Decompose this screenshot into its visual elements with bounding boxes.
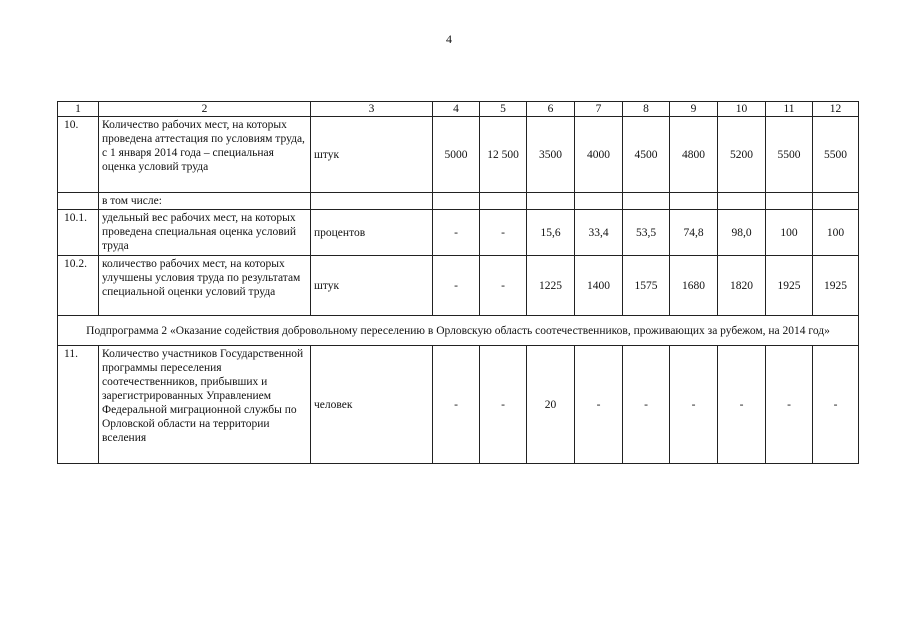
header-row <box>58 102 859 117</box>
value-cell: - <box>433 210 480 256</box>
header-cell: 9 <box>670 102 718 117</box>
value-cell: 53,5 <box>623 210 670 256</box>
header-cell: 3 <box>311 102 433 117</box>
header-cell: 11 <box>766 102 813 117</box>
value-cell: - <box>433 346 480 464</box>
value-cell <box>433 193 480 210</box>
indicator-name: в том числе: <box>99 193 311 210</box>
header-cell: 2 <box>99 102 311 117</box>
value-cell: 1400 <box>575 256 623 316</box>
row-number: 10.2. <box>58 256 99 316</box>
page-number: 4 <box>446 32 452 46</box>
unit-cell <box>311 193 433 210</box>
table-row <box>58 346 859 464</box>
value-cell: - <box>480 346 527 464</box>
indicators-table <box>57 101 859 464</box>
value-cell: 5200 <box>718 117 766 193</box>
value-cell: - <box>480 210 527 256</box>
value-cell: 33,4 <box>575 210 623 256</box>
value-cell: - <box>813 346 859 464</box>
indicator-name: количество рабочих мест, на которых улучшены условия труда по результатам специальной оценки условий труда <box>99 256 311 316</box>
value-cell: 100 <box>813 210 859 256</box>
value-cell <box>575 193 623 210</box>
value-cell <box>813 193 859 210</box>
subprogram-row <box>58 316 859 346</box>
value-cell: 5500 <box>813 117 859 193</box>
header-cell: 10 <box>718 102 766 117</box>
table-row <box>58 210 859 256</box>
indicator-name: Количество рабочих мест, на которых проведена аттестация по условиям труда, с 1 января 2014 года – специальная оценка условий труда <box>99 117 311 193</box>
unit-cell: человек <box>311 346 433 464</box>
unit-cell: процентов <box>311 210 433 256</box>
row-number: 11. <box>58 346 99 464</box>
value-cell <box>718 193 766 210</box>
value-cell <box>623 193 670 210</box>
value-cell: 5000 <box>433 117 480 193</box>
value-cell: 1925 <box>813 256 859 316</box>
header-cell: 8 <box>623 102 670 117</box>
value-cell: 100 <box>766 210 813 256</box>
row-number <box>58 193 99 210</box>
table-row <box>58 193 859 210</box>
value-cell: - <box>718 346 766 464</box>
header-cell: 12 <box>813 102 859 117</box>
table-row <box>58 256 859 316</box>
header-cell: 5 <box>480 102 527 117</box>
value-cell: - <box>623 346 670 464</box>
value-cell: 1575 <box>623 256 670 316</box>
value-cell: 1680 <box>670 256 718 316</box>
indicator-name: Количество участников Государственной программы переселения соотечественников, прибывших и зарегистрированных Управлением Федеральной миграционной службы по Орловской области на территории вселения <box>99 346 311 464</box>
value-cell <box>670 193 718 210</box>
value-cell: - <box>480 256 527 316</box>
value-cell: - <box>433 256 480 316</box>
value-cell: 1225 <box>527 256 575 316</box>
value-cell: - <box>670 346 718 464</box>
row-number: 10. <box>58 117 99 193</box>
value-cell: 4000 <box>575 117 623 193</box>
value-cell: 5500 <box>766 117 813 193</box>
value-cell: 1820 <box>718 256 766 316</box>
value-cell: 12 500 <box>480 117 527 193</box>
header-cell: 6 <box>527 102 575 117</box>
value-cell: 74,8 <box>670 210 718 256</box>
value-cell: 98,0 <box>718 210 766 256</box>
value-cell <box>480 193 527 210</box>
subprogram-title: Подпрограмма 2 «Оказание содействия добровольному переселению в Орловскую область соотечественников, проживающих за рубежом, на 2014 год» <box>58 316 859 346</box>
value-cell: 4800 <box>670 117 718 193</box>
indicator-name: удельный вес рабочих мест, на которых проведена специальная оценка условий труда <box>99 210 311 256</box>
unit-cell: штук <box>311 117 433 193</box>
unit-cell: штук <box>311 256 433 316</box>
value-cell: - <box>575 346 623 464</box>
value-cell: 1925 <box>766 256 813 316</box>
value-cell: 4500 <box>623 117 670 193</box>
table-row <box>58 117 859 193</box>
header-cell: 1 <box>58 102 99 117</box>
value-cell: 3500 <box>527 117 575 193</box>
value-cell <box>766 193 813 210</box>
value-cell: 20 <box>527 346 575 464</box>
value-cell <box>527 193 575 210</box>
value-cell: 15,6 <box>527 210 575 256</box>
row-number: 10.1. <box>58 210 99 256</box>
header-cell: 4 <box>433 102 480 117</box>
header-cell: 7 <box>575 102 623 117</box>
value-cell: - <box>766 346 813 464</box>
